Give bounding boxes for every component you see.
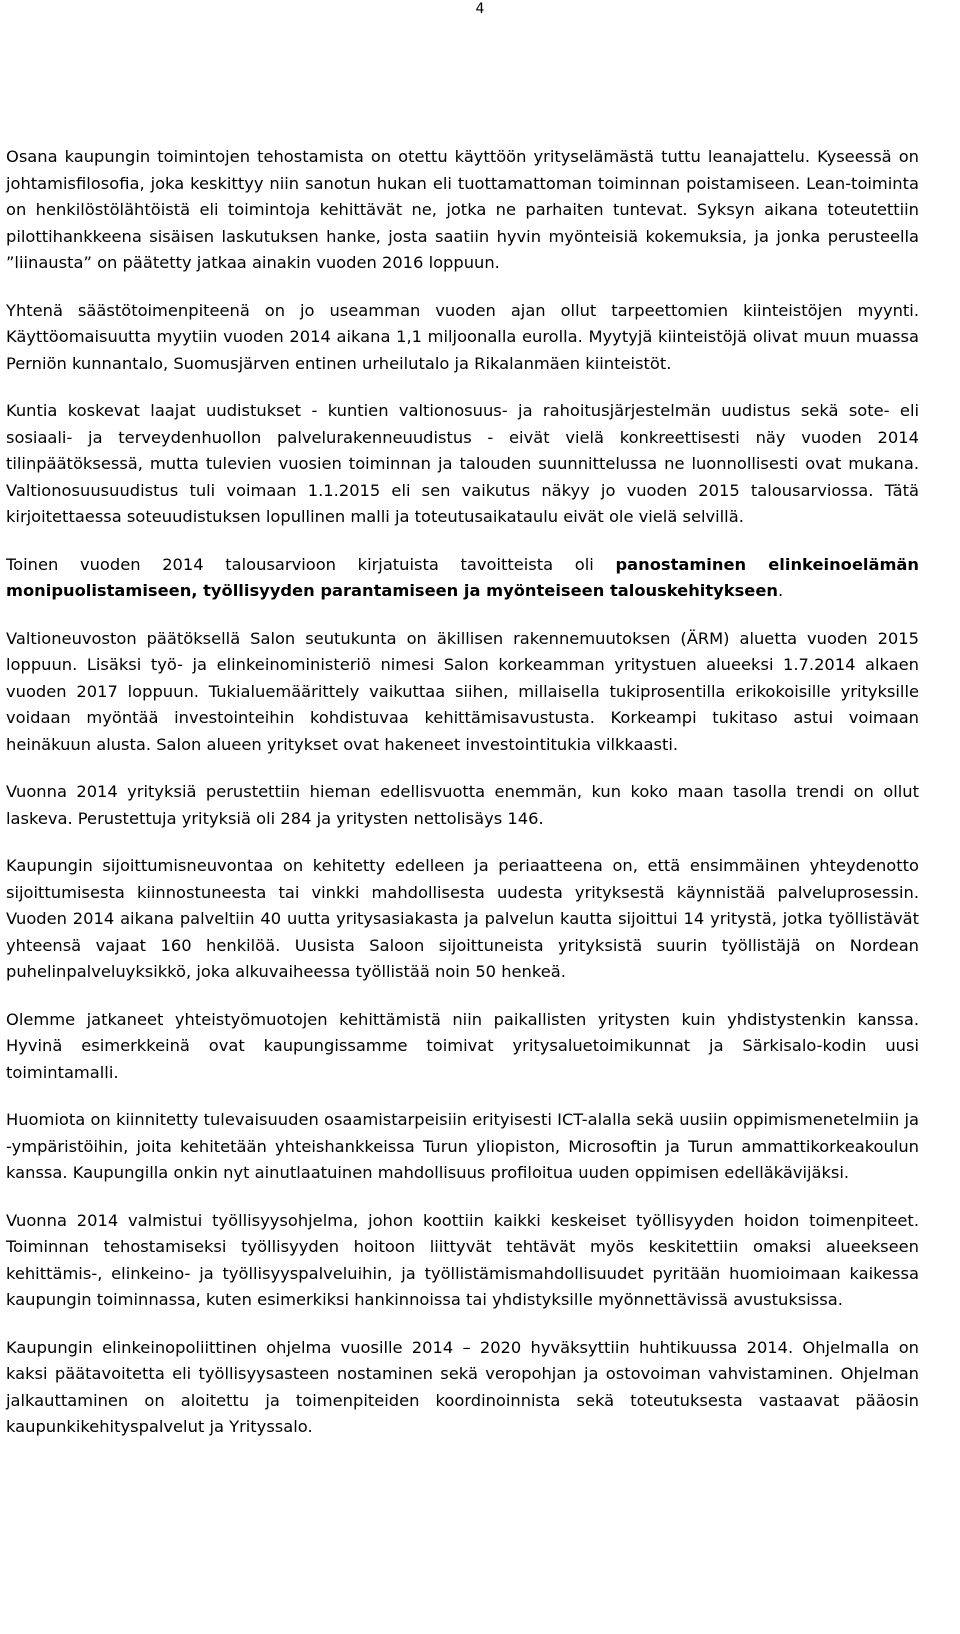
paragraph-cooperation (6, 1007, 919, 1087)
text-segment: . (777, 581, 784, 600)
text-segment: Yhtenä säästötoimenpiteenä on jo useamman vuoden ajan ollut tarpeettomien kiinteistöjen myynti. Käyttöomaisuutta myytiin vuoden 2014 aikana 1,1 miljoonalla eurolla. Myytyjä kiinteistöjä olivat muun muassa Perniön kunnantalo, Suomusjärven entinen urheilutalo ja Rikalanmäen kiinteistöt. (6, 300, 919, 373)
text-segment: Vuonna 2014 yrityksiä perustettiin hieman edellisvuotta enemmän, kun koko maan tasolla trendi on ollut laskeva. Perustettuja yrityksiä oli 284 ja yritysten nettolisäys 146. (6, 782, 919, 828)
text-segment: Osana kaupungin toimintojen tehostamista on otettu käyttöön yrityselämästä tuttu leanajattelu. Kyseessä on johtamisfilosofia, joka keskittyy niin sanotun hukan eli tuottamattoman toiminnan poistamiseen. Lean-toiminta on henkilöstölähtöistä eli toimintoja kehittävät ne, jotka ne parhaiten tuntevat. Syksyn aikana toteutettiin pilottihankkeena sisäisen laskutuksen hanke, josta saatiin hyvin myönteisiä kokemuksia, ja jonka perusteella ”liinausta” on päätetty jatkaa ainakin vuoden 2016 loppuun. (6, 147, 919, 272)
text-segment: Olemme jatkaneet yhteistyömuotojen kehittämistä niin paikallisten yritysten kuin yhdistystenkin kanssa. Hyvinä esimerkkeinä ovat kaupungissamme toimivat yritysaluetoimikunnat ja Särkisalo-kodin uusi toimintamalli. (6, 1009, 919, 1082)
text-segment: Vuonna 2014 valmistui työllisyysohjelma, johon koottiin kaikki keskeiset työllisyyden hoidon toimenpiteet. Toiminnan tehostamiseksi työllisyyden hoitoon liittyvät tehtävät myös keskitettiin omaksi alueekseen kehittämis-, elinkeino- ja työllisyyspalveluihin, ja työllistämismahdollisuudet pyritään huomioimaan kaikessa kaupungin toiminnassa, kuten esimerkiksi hankinnoissa tai yhdistyksille myönnettävissä avustuksissa. (6, 1210, 919, 1309)
paragraph-municipal-reforms (6, 398, 919, 531)
paragraph-structural-change (6, 626, 919, 759)
text-segment: Kuntia koskevat laajat uudistukset - kuntien valtionosuus- ja rahoitusjärjestelmän uudistus sekä sote- eli sosiaali- ja terveydenhuollon palvelurakenneuudistus - eivät vielä konkreettisesti näy vuoden 2014 tilinpäätöksessä, mutta tulevien vuosien toiminnan ja talouden suunnittelussa ne luonnollisesti ovat mukana. Valtionosuusuudistus tuli voimaan 1.1.2015 eli sen vaikutus näkyy jo vuoden 2015 talousarviossa. Tätä kirjoitettaessa soteuudistuksen lopullinen malli ja toteutusaikataulu eivät ole vielä selvillä. (6, 401, 919, 526)
bold-text-segment: panostaminen elinkeinoelämän monipuolistamiseen, työllisyyden parantamiseen ja myönteiseen talouskehitykseen (6, 554, 919, 600)
text-segment: Huomiota on kiinnitetty tulevaisuuden osaamistarpeisiin erityisesti ICT-alalla sekä uusiin oppimismenetelmiin ja -ympäristöihin, joita kehitetään yhteishankkeissa Turun yliopiston, Microsoftin ja Turun ammattikorkeakoulun kanssa. Kaupungilla onkin nyt ainutlaatuinen mahdollisuus profiloitua uuden oppimisen edelläkävijäksi. (6, 1110, 919, 1182)
paragraph-lean-thinking (6, 144, 919, 277)
paragraph-property-sales (6, 298, 919, 378)
text-segment: Kaupungin sijoittumisneuvontaa on kehitetty edelleen ja periaatteena on, että ensimmäinen yhteydenotto sijoittumisesta kiinnostuneesta tai vinkki mahdollisesta uudesta yrityksestä käynnistää palveluprosessin. Vuoden 2014 aikana palveltiin 40 uutta yritysasiakasta ja palvelun kautta sijoittui 14 yritystä, jotka työllistävät yhteensä vajaat 160 henkilöä. Uusista Saloon sijoittuneista yrityksistä suurin työllistäjä on Nordean puhelinpalveluyksikkö, joka alkuvaiheessa työllistää noin 50 henkeä. (6, 856, 919, 981)
page-number: 4 (475, 1, 485, 17)
paragraph-employment-programme (6, 1208, 919, 1314)
text-segment: Kaupungin elinkeinopoliittinen ohjelma vuosille 2014 – 2020 hyväksyttiin huhtikuussa 2014. Ohjelmalla on kaksi päätavoitetta eli työllisyysasteen nostaminen sekä veropohjan ja ostovoiman vahvistaminen. Ohjelman jalkauttaminen on aloitettu ja toimenpiteiden koordinoinnista sekä toteutuksesta vastaavat pääosin kaupunkikehityspalvelut ja Yrityssalo. (6, 1337, 919, 1436)
text-segment: Valtioneuvoston päätöksellä Salon seutukunta on äkillisen rakennemuutoksen (ÄRM) aluetta vuoden 2015 loppuun. Lisäksi työ- ja elinkeinoministeriö nimesi Salon korkeamman yritystuen alueeksi 1.7.2014 alkaen vuoden 2017 loppuun. Tukialuemäärittely vaikuttaa siihen, millaisella tukiprosentilla erikokoisille yrityksille voidaan myöntää investointeihin kohdistuvaa kehittämisavustusta. Korkeampi tukitaso astui voimaan heinäkuun alusta. Salon alueen yritykset ovat hakeneet investointitukia vilkkaasti. (6, 628, 919, 754)
paragraph-business-policy (6, 1335, 919, 1441)
paragraph-location-advice (6, 853, 919, 986)
paragraph-business-goal (6, 552, 919, 605)
paragraph-ict-skills (6, 1107, 919, 1187)
paragraph-new-companies (6, 779, 919, 832)
document-body (6, 144, 919, 1462)
text-segment: Toinen vuoden 2014 talousarvioon kirjatuista tavoitteista oli (6, 554, 616, 574)
